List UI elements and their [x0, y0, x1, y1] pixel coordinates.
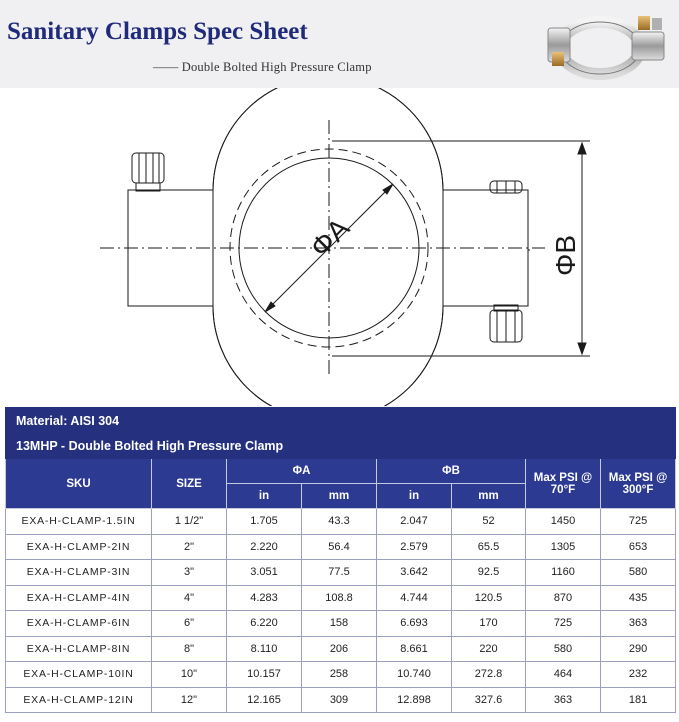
cell-b-mm: 272.8: [452, 662, 526, 688]
cell-sku: EXA-H-CLAMP-12IN: [6, 687, 152, 713]
cell-size: 4": [152, 585, 227, 611]
cell-b-mm: 170: [452, 611, 526, 637]
cell-a-mm: 158: [302, 611, 377, 637]
material-bar: Material: AISI 304: [6, 408, 676, 434]
cell-b-in: 8.661: [377, 636, 452, 662]
cell-b-mm: 220: [452, 636, 526, 662]
cell-b-in: 6.693: [377, 611, 452, 637]
cell-a-in: 3.051: [227, 560, 302, 586]
cell-a-mm: 108.8: [302, 585, 377, 611]
cell-a-in: 4.283: [227, 585, 302, 611]
cell-psi-300: 290: [601, 636, 676, 662]
table-row: [6, 509, 676, 535]
col-header-a-in: in: [227, 484, 302, 509]
header-banner: [0, 0, 679, 88]
cell-a-mm: 77.5: [302, 560, 377, 586]
cell-sku: EXA-H-CLAMP-4IN: [6, 585, 152, 611]
cell-a-in: 6.220: [227, 611, 302, 637]
cell-psi-70: 870: [526, 585, 601, 611]
cell-size: 2": [152, 534, 227, 560]
col-header-phi-a: ΦA: [227, 459, 377, 484]
cell-psi-70: 1305: [526, 534, 601, 560]
model-bar: 13MHP - Double Bolted High Pressure Clamp: [6, 434, 676, 459]
col-header-size: SIZE: [152, 459, 227, 509]
cell-psi-70: 725: [526, 611, 601, 637]
cell-a-in: 8.110: [227, 636, 302, 662]
col-header-phi-b: ΦB: [377, 459, 526, 484]
table-row: [6, 687, 676, 713]
cell-size: 12": [152, 687, 227, 713]
cell-size: 8": [152, 636, 227, 662]
cell-a-in: 2.220: [227, 534, 302, 560]
cell-sku: EXA-H-CLAMP-2IN: [6, 534, 152, 560]
spec-table: [5, 407, 676, 713]
cell-psi-70: 580: [526, 636, 601, 662]
cell-a-mm: 258: [302, 662, 377, 688]
cell-sku: EXA-H-CLAMP-10IN: [6, 662, 152, 688]
clamp-technical-drawing: [0, 88, 679, 406]
cell-a-in: 12.165: [227, 687, 302, 713]
cell-psi-70: 1160: [526, 560, 601, 586]
cell-b-in: 12.898: [377, 687, 452, 713]
cell-psi-300: 435: [601, 585, 676, 611]
page-subtitle: —— Double Bolted High Pressure Clamp: [153, 60, 372, 74]
cell-psi-300: 725: [601, 509, 676, 535]
cell-a-in: 1.705: [227, 509, 302, 535]
cell-psi-70: 464: [526, 662, 601, 688]
dimension-a-label: ΦA: [304, 212, 356, 264]
cell-b-mm: 65.5: [452, 534, 526, 560]
cell-a-in: 10.157: [227, 662, 302, 688]
col-header-psi-70: Max PSI @ 70°F: [526, 459, 601, 509]
table-row: [6, 560, 676, 586]
cell-b-in: 2.047: [377, 509, 452, 535]
col-header-a-mm: mm: [302, 484, 377, 509]
cell-b-mm: 92.5: [452, 560, 526, 586]
cell-b-mm: 52: [452, 509, 526, 535]
cell-a-mm: 56.4: [302, 534, 377, 560]
cell-b-mm: 120.5: [452, 585, 526, 611]
cell-size: 6": [152, 611, 227, 637]
cell-a-mm: 43.3: [302, 509, 377, 535]
cell-psi-300: 181: [601, 687, 676, 713]
cell-b-in: 10.740: [377, 662, 452, 688]
cell-psi-300: 653: [601, 534, 676, 560]
cell-b-mm: 327.6: [452, 687, 526, 713]
cell-psi-300: 580: [601, 560, 676, 586]
cell-size: 10": [152, 662, 227, 688]
col-header-psi-300: Max PSI @ 300°F: [601, 459, 676, 509]
cell-psi-70: 1450: [526, 509, 601, 535]
cell-size: 3": [152, 560, 227, 586]
table-row: [6, 585, 676, 611]
col-header-sku: SKU: [6, 459, 152, 509]
cell-sku: EXA-H-CLAMP-6IN: [6, 611, 152, 637]
cell-psi-300: 232: [601, 662, 676, 688]
col-header-b-in: in: [377, 484, 452, 509]
page-title: Sanitary Clamps Spec Sheet: [7, 18, 308, 45]
cell-b-in: 2.579: [377, 534, 452, 560]
table-row: [6, 611, 676, 637]
table-row: [6, 662, 676, 688]
cell-b-in: 3.642: [377, 560, 452, 586]
cell-a-mm: 206: [302, 636, 377, 662]
cell-size: 1 1/2": [152, 509, 227, 535]
table-row: [6, 636, 676, 662]
cell-sku: EXA-H-CLAMP-8IN: [6, 636, 152, 662]
table-row: [6, 534, 676, 560]
cell-psi-70: 363: [526, 687, 601, 713]
cell-psi-300: 363: [601, 611, 676, 637]
cell-sku: EXA-H-CLAMP-3IN: [6, 560, 152, 586]
cell-sku: EXA-H-CLAMP-1.5IN: [6, 509, 152, 535]
dimension-b-label: ΦB: [550, 234, 581, 276]
clamp-product-photo: [540, 8, 672, 82]
cell-b-in: 4.744: [377, 585, 452, 611]
col-header-b-mm: mm: [452, 484, 526, 509]
cell-a-mm: 309: [302, 687, 377, 713]
